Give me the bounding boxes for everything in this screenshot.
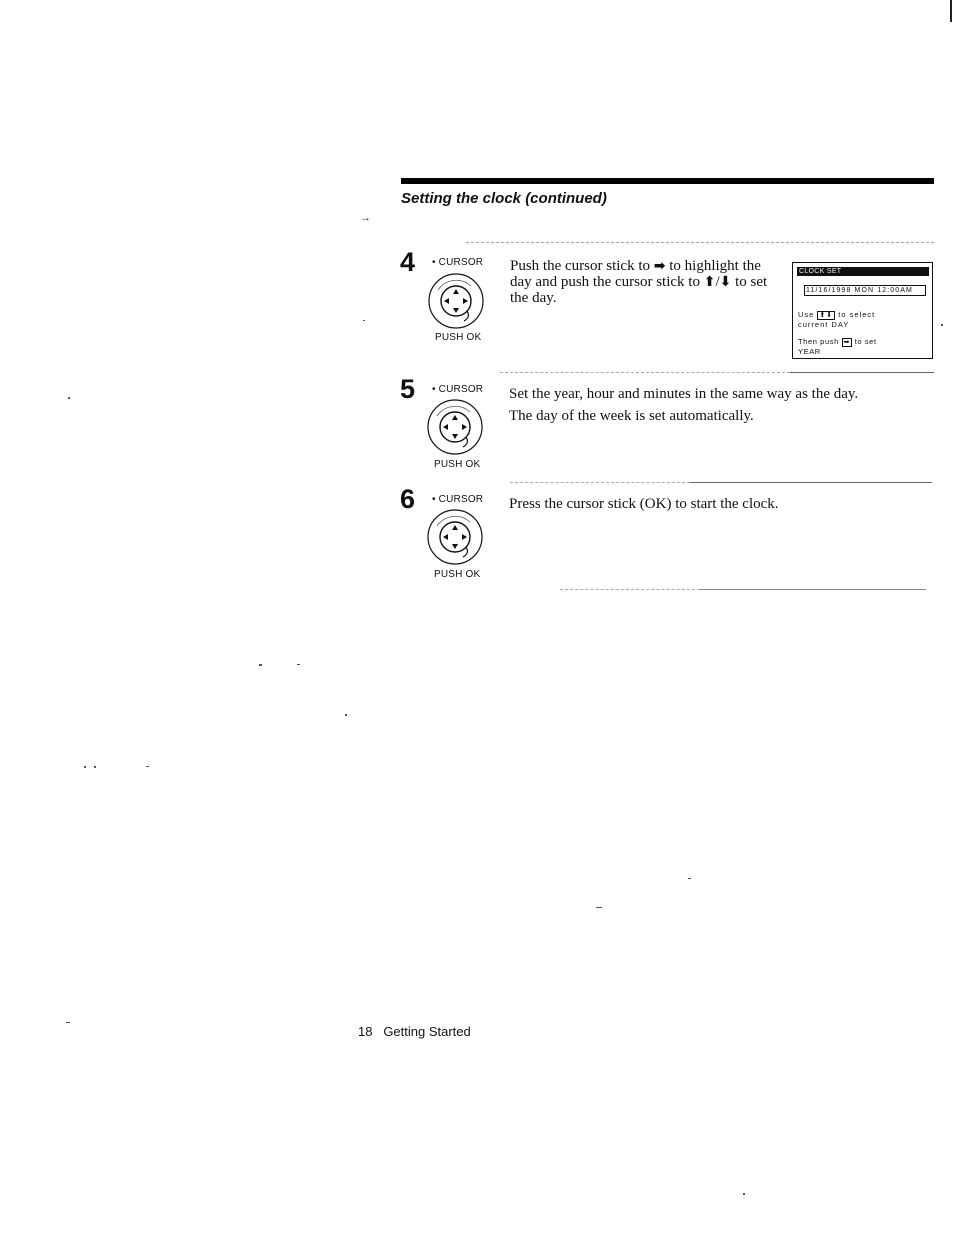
up-down-key-icon: ⬆⬇ <box>819 311 834 319</box>
scan-speck <box>596 907 602 908</box>
osd-title: CLOCK SET <box>797 267 929 276</box>
scan-speck <box>345 714 347 716</box>
osd-select-text: to select <box>838 310 876 319</box>
section-rule <box>401 178 934 184</box>
osd-use-word: Use <box>798 310 815 319</box>
scan-speck <box>363 320 365 321</box>
page-number: 18 <box>358 1024 373 1039</box>
arrow-up-icon: ⬆ <box>703 274 716 290</box>
step-6-top-rule <box>690 482 932 483</box>
step-6-push-ok-label: PUSH OK <box>434 569 481 580</box>
arrow-right-icon: ➡ <box>653 258 666 274</box>
osd-date-time-value: 11/16/1998 MON 12:00AM <box>804 285 926 296</box>
scan-speck <box>68 397 70 399</box>
osd-set-text-2: YEAR <box>798 347 821 356</box>
scan-speck <box>743 1193 745 1195</box>
step-6-cursor-label: • CURSOR <box>432 494 484 505</box>
step-6-top-rule-dashed <box>510 482 690 483</box>
step-6-cursor-stick-icon <box>426 508 484 566</box>
osd-select-hint <box>798 310 928 329</box>
bottom-rule <box>700 589 926 590</box>
scan-speck <box>297 664 300 665</box>
step-5-instructions <box>509 386 929 430</box>
step-6-instructions <box>509 496 929 518</box>
step-4-text-c: to set the day. <box>510 274 768 306</box>
step-6-line-1: Press the cursor stick (OK) to start the clock. <box>509 496 779 512</box>
step-5-top-rule <box>790 372 934 373</box>
scan-speck <box>94 766 96 768</box>
arrow-down-icon: ⬇ <box>719 274 732 290</box>
footer-section-name: Getting Started <box>383 1024 471 1039</box>
step-4-cursor-label: • CURSOR <box>432 257 484 268</box>
step-5-push-ok-label: PUSH OK <box>434 459 481 470</box>
clock-set-osd-panel <box>792 262 933 359</box>
step-4-slash: / <box>715 274 720 290</box>
step-4-number: 4 <box>400 247 416 277</box>
step-4-top-rule <box>466 242 934 243</box>
step-5-number: 5 <box>400 374 416 404</box>
step-4-push-ok-label: PUSH OK <box>435 332 482 343</box>
step-5-line-1: Set the year, hour and minutes in the same way as the day. <box>509 386 859 402</box>
step-6-number: 6 <box>400 484 416 514</box>
scan-speck <box>688 878 691 879</box>
scan-speck <box>259 664 262 666</box>
page-footer <box>358 1024 471 1039</box>
osd-select-text-2: current DAY <box>798 320 850 329</box>
step-5-line-2: The day of the week is set automatically. <box>509 408 754 424</box>
scan-speck <box>84 766 86 768</box>
margin-arrow-mark: → <box>360 212 371 224</box>
osd-then-text: Then push <box>798 337 839 346</box>
step-5-cursor-stick-icon <box>426 398 484 456</box>
scan-edge-mark <box>950 0 952 22</box>
step-4-cursor-stick-icon <box>427 272 485 330</box>
section-title: Setting the clock (continued) <box>401 190 607 207</box>
bottom-rule-dashed <box>560 589 700 590</box>
osd-set-hint <box>798 337 928 356</box>
scan-speck <box>66 1022 70 1023</box>
osd-set-text: to set <box>854 337 877 346</box>
scan-speck <box>941 324 943 326</box>
right-key-icon: ➡ <box>843 338 850 346</box>
scan-speck <box>146 766 149 767</box>
step-4-instructions <box>510 258 775 306</box>
step-4-text-a: Push the cursor stick to <box>510 258 654 274</box>
step-4-text-b: to highlight the day and push the cursor stick to <box>510 258 761 290</box>
step-5-cursor-label: • CURSOR <box>432 384 484 395</box>
step-5-top-rule-dashed <box>500 372 790 373</box>
